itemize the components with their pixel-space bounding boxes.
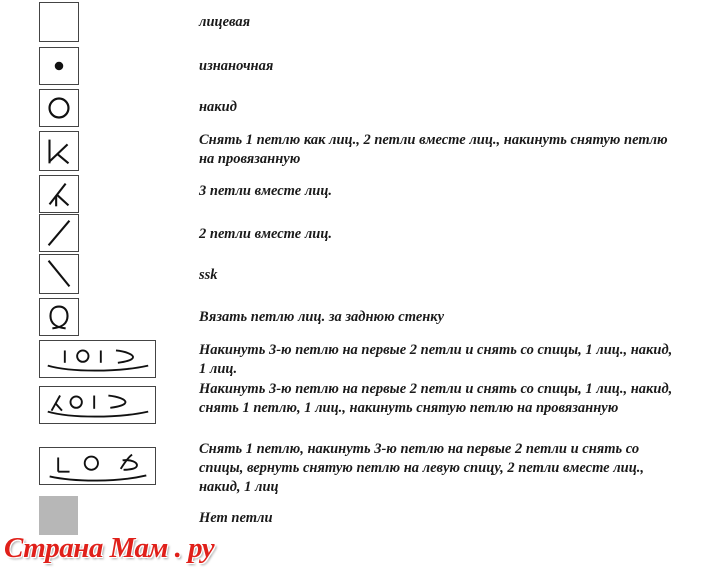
- knit-symbol: [39, 2, 79, 42]
- no-stitch-gray-box: [39, 496, 78, 535]
- legend-text-knit: лицевая: [199, 14, 251, 30]
- watermark-logo: Страна Мам . ру: [4, 532, 215, 564]
- purl-dot-icon: [39, 47, 79, 85]
- cross-stitch-3-icon: [39, 447, 156, 485]
- legend-text-cross-2: Накинуть 3-ю петлю на первые 2 петли и снять со спицы, 1 лиц., накид, снять 1 петлю, 1 лиц., накинуть снятую петлю на провязанную: [199, 381, 673, 416]
- legend-text-sk2p: Снять 1 петлю как лиц., 2 петли вместе лиц., накинуть снятую петлю на провязанную: [199, 132, 668, 167]
- sk2p-decrease-icon: [39, 131, 79, 171]
- yarn-over-circle-icon: [39, 89, 79, 127]
- twisted-loop-icon: [39, 298, 79, 336]
- legend-text-purl: изнаночная: [199, 58, 274, 74]
- cross-stitch-1-icon: [39, 340, 156, 378]
- legend-text-twisted: Вязать петлю лиц. за заднюю стенку: [199, 309, 445, 325]
- k2tog-slash-icon: [39, 214, 79, 252]
- legend-text-no-stitch: Нет петли: [199, 510, 273, 526]
- legend-text-k2tog: 2 петли вместе лиц.: [199, 226, 333, 242]
- legend-text-k3tog: 3 петли вместе лиц.: [199, 183, 333, 199]
- ssk-backslash-icon: [39, 254, 79, 294]
- legend-text-yarn-over: накид: [199, 99, 237, 115]
- legend-text-cross-1: Накинуть 3-ю петлю на первые 2 петли и снять со спицы, 1 лиц., накид, 1 лиц.: [199, 342, 673, 377]
- cross-stitch-2-icon: [39, 386, 156, 424]
- legend-text-ssk: ssk: [199, 267, 218, 283]
- k3tog-decrease-icon: [39, 175, 79, 213]
- legend-text-cross-3: Снять 1 петлю, накинуть 3-ю петлю на первые 2 петли и снять со спицы, вернуть снятую петлю на левую спицу, 2 петли вместе лиц., накид, 1 лиц: [199, 441, 645, 495]
